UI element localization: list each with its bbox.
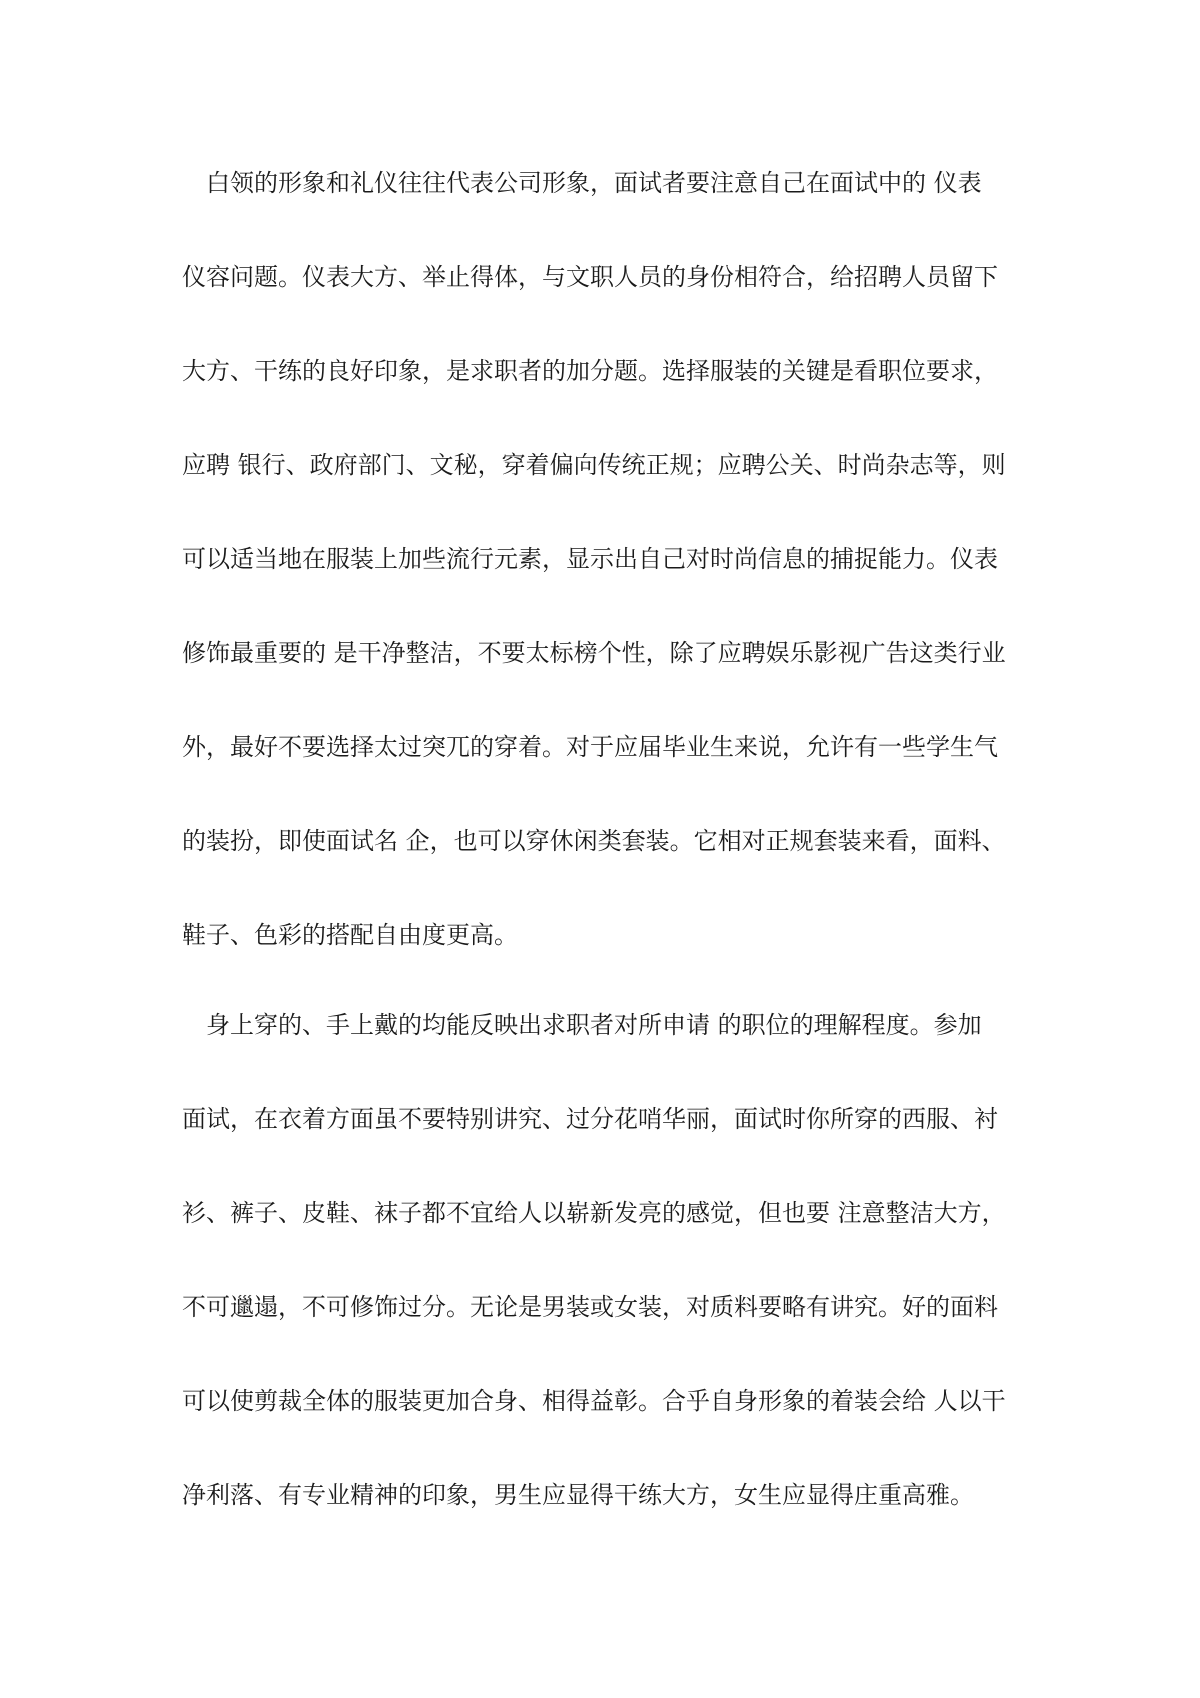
text-line: 仪容问题。仪表大方、举止得体，与文职人员的身份相符合，给招聘人员留下 [182,263,998,291]
text-line: 的装扮，即使面试名 企，也可以穿休闲类套装。它相对正规套装来看，面料、 [182,827,1006,855]
text-line: 白领的形象和礼仪往往代表公司形象，面试者要注意自己在面试中的 仪表 [182,169,982,197]
text-line: 身上穿的、手上戴的均能反映出求职者对所申请 的职位的理解程度。参加 [182,1011,982,1039]
text-line: 可以适当地在服装上加些流行元素，显示出自己对时尚信息的捕捉能力。仪表 [182,545,998,573]
text-line: 修饰最重要的 是干净整洁，不要太标榜个性，除了应聘娱乐影视广告这类行业 [182,639,1006,667]
text-line: 不可邋遢，不可修饰过分。无论是男装或女装，对质料要略有讲究。好的面料 [182,1293,998,1321]
text-line: 可以使剪裁全体的服装更加合身、相得益彰。合乎自身形象的着装会给 人以干 [182,1387,1006,1415]
text-line: 衫、裤子、皮鞋、袜子都不宜给人以崭新发亮的感觉，但也要 注意整洁大方， [182,1199,1006,1227]
text-line: 净利落、有专业精神的印象，男生应显得干练大方，女生应显得庄重高雅。 [182,1481,974,1509]
text-line: 外，最好不要选择太过突兀的穿着。对于应届毕业生来说，允许有一些学生气 [182,733,998,761]
text-line: 大方、干练的良好印象，是求职者的加分题。选择服装的关键是看职位要求， [182,357,998,385]
text-line: 应聘 银行、政府部门、文秘，穿着偏向传统正规；应聘公关、时尚杂志等，则 [182,451,1006,479]
text-line: 鞋子、色彩的搭配自由度更高。 [182,921,518,949]
text-line: 面试，在衣着方面虽不要特别讲究、过分花哨华丽，面试时你所穿的西服、衬 [182,1105,998,1133]
